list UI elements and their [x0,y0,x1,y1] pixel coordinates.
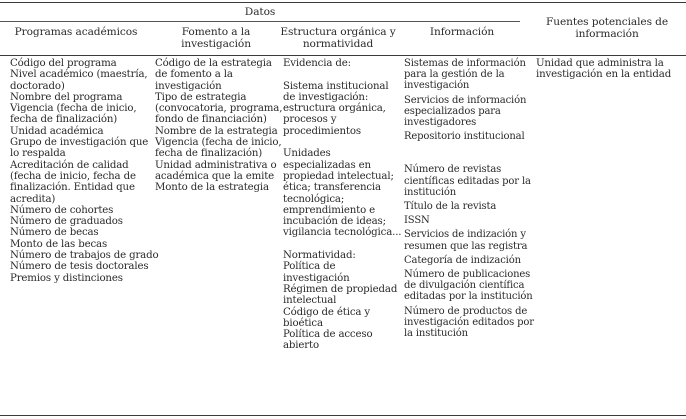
cell-line: Repositorio institucional [404,131,525,143]
cell-line: acredita) [10,193,56,205]
cell-line: Número de publicaciones [404,269,531,281]
cell-line: intelectual [283,295,337,307]
header-estructura-line: Estructura orgánica y [280,26,396,38]
cell-line: Categoría de indización [404,254,521,266]
cell-line: Nombre de la estrategia [155,125,278,137]
cell-line: especializadas en [283,159,371,171]
cell-line: Servicios de indización y [404,229,526,241]
cell-line: estructura orgánica, [283,103,386,115]
cell-line: Código de ética y [283,306,370,318]
cell-line: Grupo de investigación que [10,137,149,149]
cell-line: Vigencia (fecha de inicio, [10,103,137,115]
cell-line: Número de graduados [10,216,123,228]
cell-line: (fecha de inicio, fecha de [10,170,136,182]
cell-line: Número de cohortes [10,204,114,216]
header-informacion: Información [429,26,495,38]
cell-line: Número de revistas [404,164,502,176]
header-fomento-line: Fomento a la [181,26,251,38]
column-fuentes [536,58,671,81]
header-bottom-rule [0,55,686,56]
cell-line: investigación [404,80,470,92]
cell-line: investigación [155,80,222,92]
cell-line: de fomento a la [155,69,233,81]
cell-line: Premios y distinciones [10,272,123,284]
cell-line: Número de productos de [404,305,528,317]
cell-line: Unidades [283,148,331,160]
cell-line: investigación en la entidad [536,69,672,81]
cell-line: Política de acceso [283,329,373,341]
cell-line: Normatividad: [283,250,356,262]
cell-line: fecha de finalización) [155,148,263,160]
cell-line: fondo de financiación) [155,114,267,126]
cell-line: (convocatoria, programa, [155,103,283,115]
header-programas-academicos: Programas académicos [14,26,138,38]
cell-line: incubación de ideas; [283,216,386,228]
cell-line: Sistemas de información [404,58,526,69]
column-estructura [283,58,401,352]
cell-line: ISSN [404,215,430,227]
column-programas [10,58,158,284]
cell-line: Unidad administrativa o [155,159,277,171]
cell-line: Servicios de información [404,94,527,106]
cell-line: Unidad académica [10,125,104,137]
cell-line: emprendimiento e [283,204,376,216]
cell-line: investigación editados por [404,316,534,328]
cell-line: doctorado) [10,80,65,92]
cell-line: académica que la emite [155,170,275,182]
cell-line: Acreditación de calidad [10,159,129,171]
cell-line: propiedad intelectual; [283,170,394,182]
cell-line: procedimientos [283,125,361,137]
cell-line: vigilancia tecnológica... [283,227,402,239]
cell-line: de divulgación científica [404,280,525,292]
cell-line: finalización. Entidad que [10,182,135,194]
cell-line: procesos y [283,114,337,126]
cell-line: Monto de la estrategia [155,182,269,194]
header-fomento [156,26,276,50]
cell-line: Unidad que administra la [536,58,664,69]
cell-line: editadas por la institución [404,291,533,303]
cell-line: Tipo de estrategia [155,91,247,103]
cell-line: bioética [283,317,323,329]
cell-line: Evidencia de: [283,58,351,69]
header-fuentes [532,16,682,40]
cell-line: especializados para [404,105,501,117]
cell-line: fecha de finalización) [10,114,118,126]
cell-line: Título de la revista [404,201,497,213]
cell-line: Política de [283,261,336,273]
cell-line: Código de la estrategia [155,58,272,69]
cell-line: abierto [283,340,319,352]
column-fomento [155,58,282,194]
header-fuentes-line: Fuentes potenciales de [545,16,669,28]
cell-line: Código del programa [10,58,117,69]
cell-line: Número de becas [10,227,99,239]
cell-line: Régimen de propiedad [283,283,398,295]
cell-line: Número de trabajos de grado [10,250,159,262]
cell-line: investigación [283,272,350,284]
header-fomento-line: investigación [181,38,251,50]
header-datos: Datos [244,6,276,18]
cell-line: la institución [404,328,468,340]
cell-line: resumen que las registra [404,240,528,252]
table-bottom-rule [0,415,686,416]
cell-line: ética; transferencia [283,182,381,194]
cell-line: científicas editadas por la [404,175,531,187]
cell-line: Sistema institucional [283,80,389,92]
cell-line: tecnológica; [283,193,345,205]
header-estructura-line: normatividad [302,38,374,50]
datos-underline [0,21,520,22]
cell-line: para la gestión de la [404,69,505,81]
cell-line: Nivel académico (maestría, [10,69,148,81]
cell-line: de investigación: [283,91,369,103]
cell-line: lo respalda [10,148,66,160]
cell-line: Número de tesis doctorales [10,261,149,273]
cell-line: Nombre del programa [10,91,123,103]
header-estructura [280,26,396,50]
cell-line: Vigencia (fecha de inicio, [155,137,282,149]
cell-line: Monto de las becas [10,238,108,250]
cell-line: institución [404,186,457,198]
column-informacion [404,58,534,339]
table-top-rule [0,2,686,3]
header-fuentes-line: información [575,28,639,40]
cell-line: investigadores [404,117,477,129]
